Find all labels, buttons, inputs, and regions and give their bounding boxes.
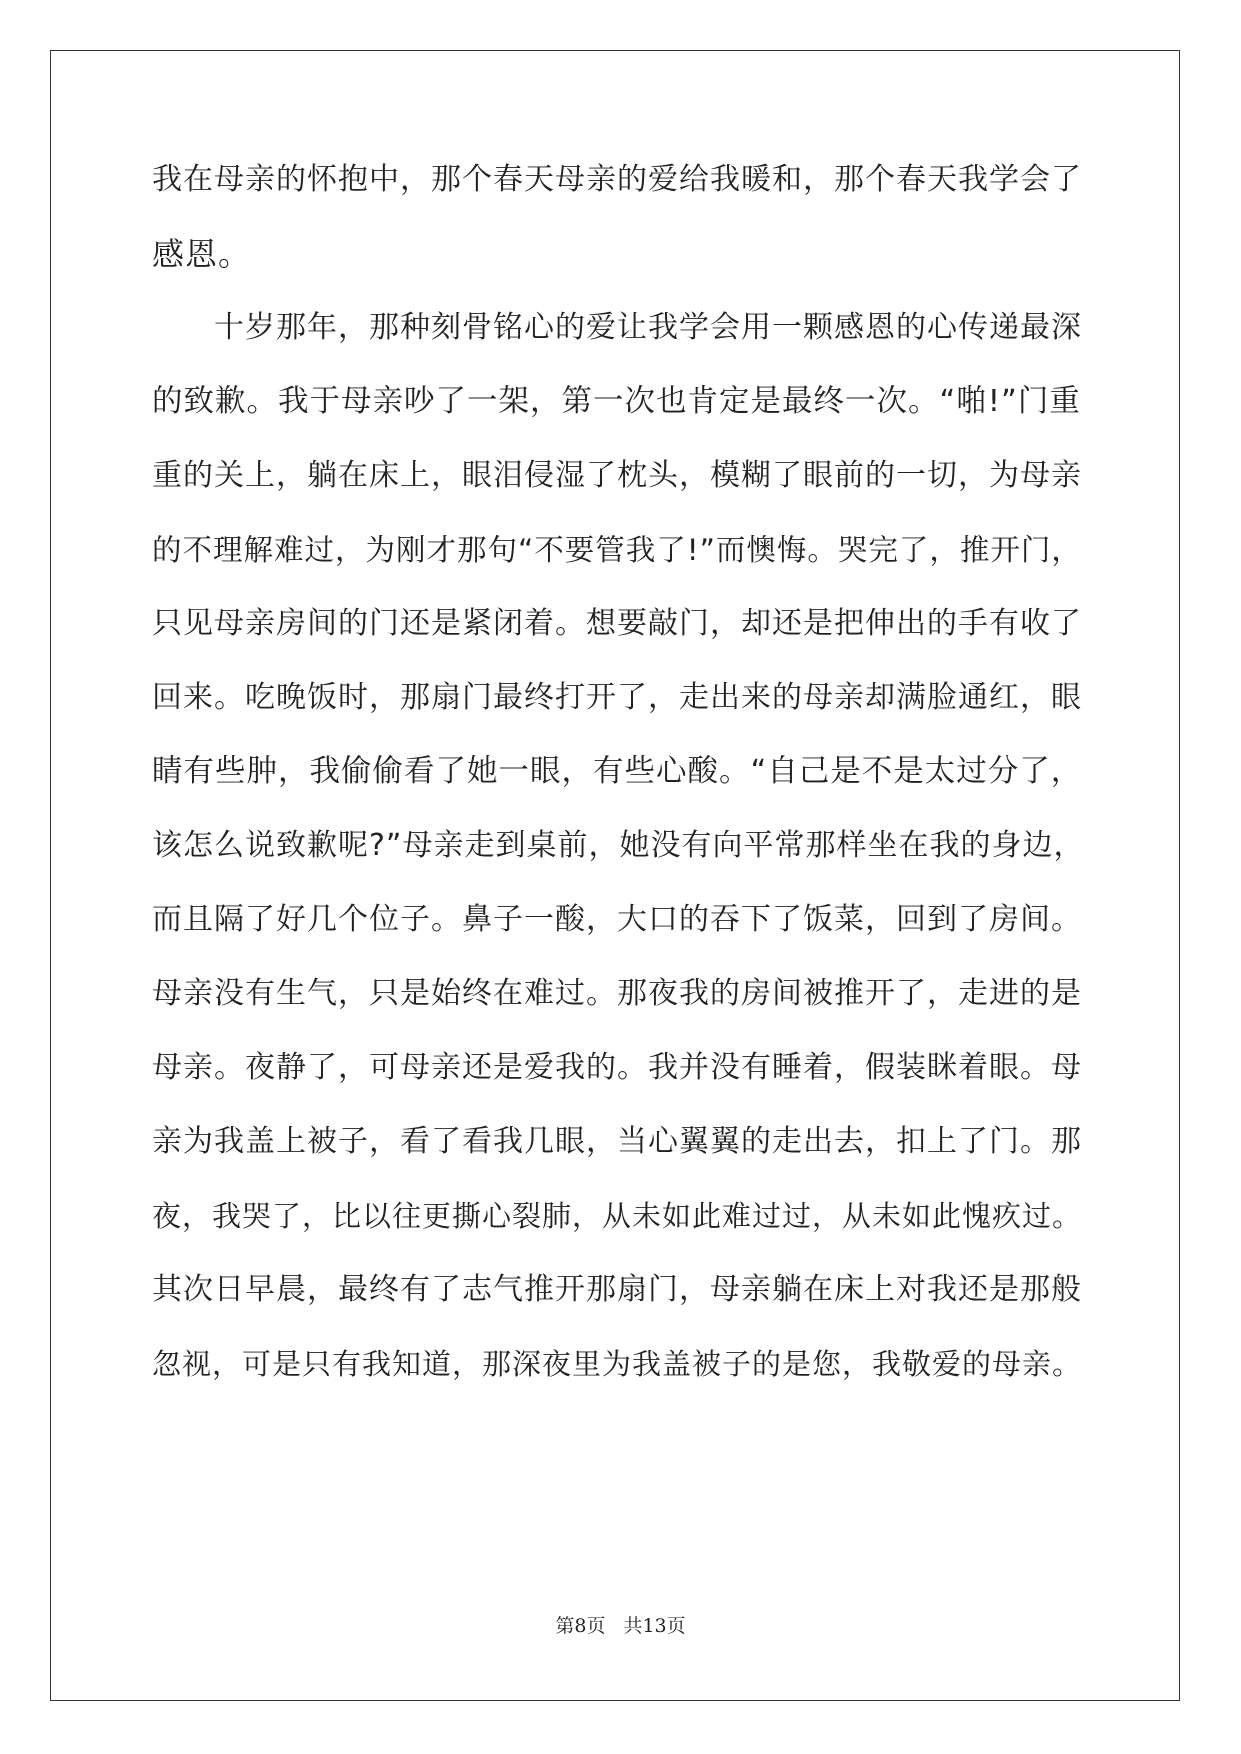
text-line: 母亲没有生气，只是始终在难过。那夜我的房间被推开了，走进的是 [152,976,1082,1011]
text-line: 忽视，可是只有我知道，那深夜里为我盖被子的是您，我敬爱的母亲。 [152,1347,1083,1381]
page-footer [0,1614,1241,1638]
text-line: 该怎么说致歉呢?”母亲走到桌前，她没有向平常那样坐在我的身边， [152,828,1085,863]
page-number: 第8页 [555,1615,606,1637]
text-line: 其次日早晨，最终有了志气推开那扇门，母亲躺在床上对我还是那般 [152,1272,1082,1307]
text-line: 重的关上，躺在床上，眼泪侵湿了枕头，模糊了眼前的一切，为母亲 [152,458,1082,493]
text-line: 我在母亲的怀抱中，那个春天母亲的爱给我暖和，那个春天我学会了 [152,162,1082,197]
text-line: 亲为我盖上被子，看了看我几眼，当心翼翼的走出去，扣上了门。那 [152,1124,1082,1159]
text-line: 睛有些肿，我偷偷看了她一眼，有些心酸。“自己是不是太过分了， [152,754,1083,789]
text-line: 十岁那年，那种刻骨铭心的爱让我学会用一颗感恩的心传递最深 [152,310,1082,345]
text-line: 只见母亲房间的门还是紧闭着。想要敲门，却还是把伸出的手有收了 [152,606,1082,641]
text-line: 的不理解难过，为刚才那句“不要管我了!”而懊悔。哭完了，推开门， [152,533,1082,567]
text-line: 而且隔了好几个位子。鼻子一酸，大口的吞下了饭菜，回到了房间。 [152,902,1082,937]
text-line: 的致歉。我于母亲吵了一架，第一次也肯定是最终一次。“啪!”门重 [152,384,1081,419]
text-line: 回来。吃晚饭时，那扇门最终打开了，走出来的母亲却满脸通红，眼 [152,680,1082,715]
text-line: 母亲。夜静了，可母亲还是爱我的。我并没有睡着，假装眯着眼。母 [152,1050,1082,1085]
page-total: 共13页 [623,1615,686,1637]
page-border [50,50,1180,1701]
text-line: 夜，我哭了，比以往更撕心裂肺，从未如此难过过，从未如此愧疚过。 [152,1199,1083,1233]
text-line: 感恩。 [152,235,252,273]
